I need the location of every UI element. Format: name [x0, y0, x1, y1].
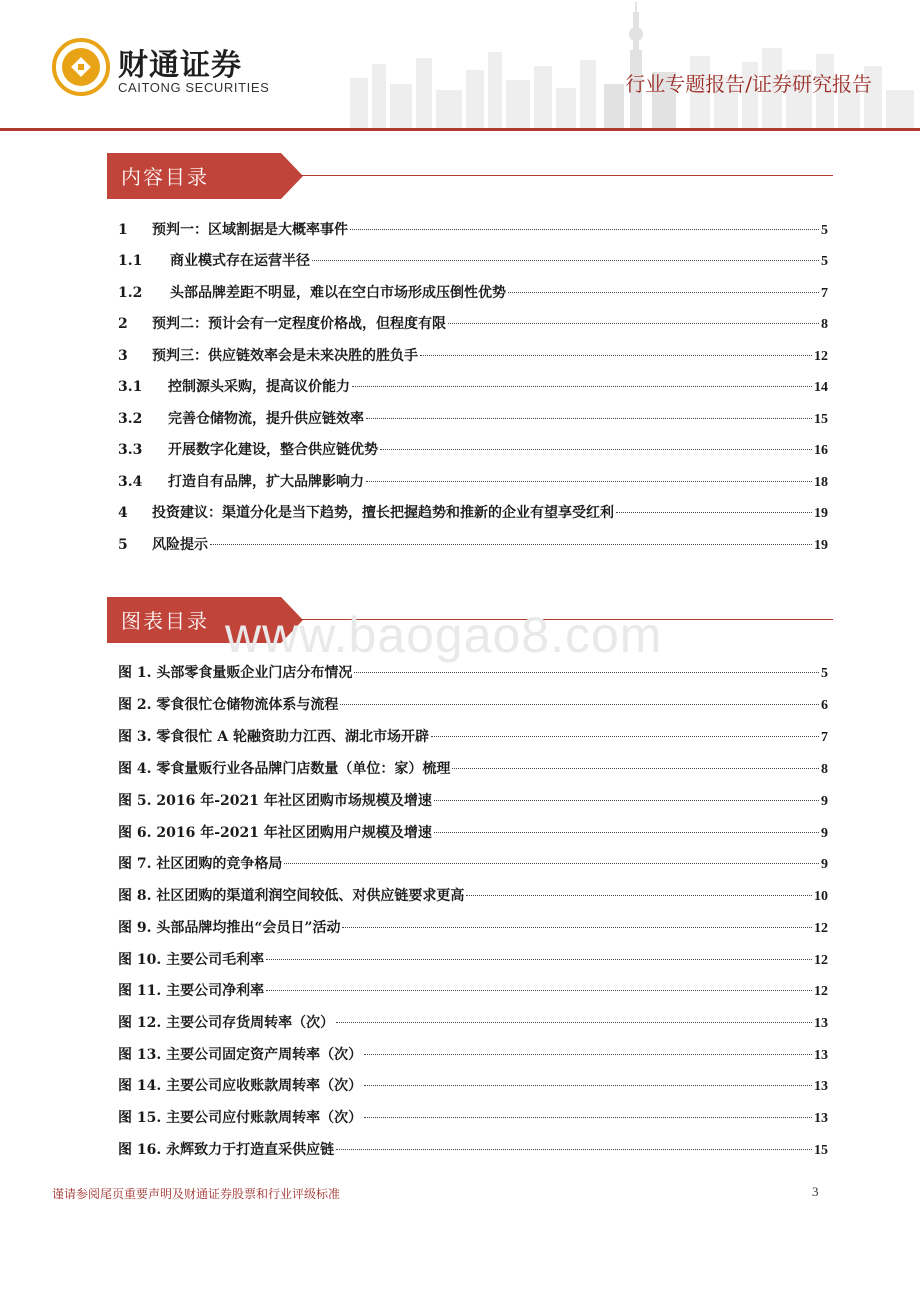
toc-entry[interactable] [118, 313, 828, 333]
toc-dot-leader [336, 1021, 812, 1023]
figure-entry[interactable] [118, 790, 828, 810]
toc-entry-number: 5 [118, 537, 128, 553]
toc-dot-leader [266, 958, 812, 960]
figure-entry-title: 图 11. 主要公司净利率 [118, 983, 265, 999]
toc-dot-leader [342, 926, 812, 928]
figure-entry[interactable] [118, 949, 828, 969]
toc-entry[interactable] [118, 534, 828, 554]
figure-entry-page: 6 [821, 698, 828, 713]
toc-dot-leader [452, 767, 819, 769]
toc-entry[interactable] [118, 408, 828, 428]
toc-entry[interactable] [118, 282, 828, 302]
toc-dot-leader [431, 735, 819, 737]
figure-entry-page: 10 [814, 889, 828, 904]
figure-entry-title: 图 4. 零食量贩行业各品牌门店数量（单位：家）梳理 [118, 761, 451, 777]
toc-entry-title: 打造自有品牌，扩大品牌影响力 [168, 474, 364, 490]
figure-entry[interactable] [118, 1107, 828, 1127]
figure-entry[interactable] [118, 853, 828, 873]
figure-entry-page: 5 [821, 666, 828, 681]
figure-entry-page: 13 [814, 1079, 828, 1094]
logo-english-name: CAITONG SECURITIES [118, 80, 270, 95]
figure-entry-title: 图 9. 头部品牌均推出“会员日”活动 [118, 920, 341, 936]
figure-entry[interactable] [118, 694, 828, 714]
contents-section-banner [107, 153, 833, 199]
figure-entry[interactable] [118, 885, 828, 905]
figure-entry[interactable] [118, 980, 828, 1000]
toc-entry-title: 风险提示 [152, 537, 208, 553]
toc-entry-title: 商业模式存在运营半径 [170, 253, 310, 269]
figure-entry[interactable] [118, 662, 828, 682]
toc-entry-number: 1 [118, 222, 128, 238]
toc-dot-leader [336, 1148, 812, 1150]
toc-dot-leader [420, 354, 812, 356]
toc-entry-title: 预判三：供应链效率会是未来决胜的胜负手 [152, 348, 418, 364]
toc-dot-leader [508, 291, 819, 293]
toc-entry-number: 3.1 [118, 379, 143, 395]
figure-entry-page: 9 [821, 794, 828, 809]
toc-entry-title: 头部品牌差距不明显，难以在空白市场形成压倒性优势 [170, 285, 506, 301]
figure-entry-title: 图 13. 主要公司固定资产周转率（次） [118, 1047, 363, 1063]
toc-entry-page: 15 [814, 412, 828, 427]
report-type-label: 行业专题报告/证券研究报告 [625, 72, 872, 96]
figure-entry[interactable] [118, 917, 828, 937]
toc-entry[interactable] [118, 439, 828, 459]
toc-entry-title: 控制源头采购，提高议价能力 [168, 379, 350, 395]
toc-entry-page: 7 [821, 286, 828, 301]
figure-entry-title: 图 1. 头部零食量贩企业门店分布情况 [118, 665, 353, 681]
logo-chinese-name: 财通证券 [118, 48, 242, 83]
page-number: 3 [812, 1184, 819, 1199]
figure-entry-title: 图 2. 零食很忙仓储物流体系与流程 [118, 697, 339, 713]
toc-entry-number: 3.2 [118, 411, 143, 427]
toc-dot-leader [352, 385, 812, 387]
toc-entry[interactable] [118, 502, 828, 522]
toc-entry-number: 3.4 [118, 474, 143, 490]
toc-entry-title: 预判二：预计会有一定程度价格战，但程度有限 [152, 316, 446, 332]
toc-entry-title: 开展数字化建设，整合供应链优势 [168, 442, 378, 458]
toc-dot-leader [350, 228, 819, 230]
toc-entry[interactable] [118, 250, 828, 270]
toc-entry-page: 19 [814, 538, 828, 553]
page-header [0, 0, 920, 140]
toc-entry-page: 14 [814, 380, 828, 395]
toc-dot-leader [266, 989, 812, 991]
figure-entry[interactable] [118, 1139, 828, 1159]
toc-dot-leader [366, 417, 812, 419]
figure-entry-title: 图 14. 主要公司应收账款周转率（次） [118, 1078, 363, 1094]
figures-title: 图表目录 [121, 609, 209, 633]
figure-entry-page: 13 [814, 1048, 828, 1063]
figure-entry-title: 图 3. 零食很忙 A 轮融资助力江西、湖北市场开辟 [118, 729, 429, 745]
toc-dot-leader [340, 703, 819, 705]
figure-entry-page: 9 [821, 857, 828, 872]
toc-entry-number: 1.2 [118, 285, 143, 301]
figure-entry[interactable] [118, 822, 828, 842]
toc-entry-title: 预判一：区域割据是大概率事件 [152, 222, 348, 238]
toc-entry[interactable] [118, 345, 828, 365]
toc-dot-leader [364, 1084, 812, 1086]
toc-entry[interactable] [118, 219, 828, 239]
toc-entry-number: 2 [118, 316, 128, 332]
figure-entry-title: 图 6. 2016 年-2021 年社区团购用户规模及增速 [118, 825, 432, 841]
toc-entry-number: 3 [118, 348, 128, 364]
toc-dot-leader [312, 259, 819, 261]
figure-entry-page: 12 [814, 921, 828, 936]
toc-dot-leader [366, 480, 812, 482]
figure-entry-title: 图 12. 主要公司存货周转率（次） [118, 1015, 335, 1031]
toc-entry-number: 4 [118, 505, 128, 521]
toc-entry[interactable] [118, 376, 828, 396]
figure-entry-title: 图 7. 社区团购的竞争格局 [118, 856, 283, 872]
figure-entry-title: 图 5. 2016 年-2021 年社区团购市场规模及增速 [118, 793, 432, 809]
figure-entry[interactable] [118, 1044, 828, 1064]
figure-entry[interactable] [118, 1075, 828, 1095]
toc-dot-leader [380, 448, 812, 450]
toc-entry-page: 5 [821, 223, 828, 238]
toc-entry-number: 3.3 [118, 442, 143, 458]
toc-dot-leader [434, 799, 819, 801]
toc-dot-leader [364, 1116, 812, 1118]
toc-dot-leader [434, 831, 819, 833]
toc-entry-page: 5 [821, 254, 828, 269]
figure-entry-page: 8 [821, 762, 828, 777]
figure-entry-page: 7 [821, 730, 828, 745]
figure-entry-title: 图 16. 永辉致力于打造直采供应链 [118, 1142, 335, 1158]
figure-entry-title: 图 15. 主要公司应付账款周转率（次） [118, 1110, 363, 1126]
figure-entry-page: 13 [814, 1111, 828, 1126]
toc-entry-page: 16 [814, 443, 828, 458]
toc-entry-page: 12 [814, 349, 828, 364]
figure-entry[interactable] [118, 726, 828, 746]
toc-dot-leader [466, 894, 812, 896]
toc-dot-leader [210, 543, 812, 545]
figure-entry-page: 12 [814, 953, 828, 968]
toc-dot-leader [354, 671, 819, 673]
contents-title: 内容目录 [121, 165, 209, 189]
figure-entry-page: 9 [821, 826, 828, 841]
header-divider [0, 128, 920, 131]
figure-entry-page: 12 [814, 984, 828, 999]
toc-entry-page: 8 [821, 317, 828, 332]
toc-entry-title: 完善仓储物流，提升供应链效率 [168, 411, 364, 427]
toc-entry-title: 投资建议：渠道分化是当下趋势，擅长把握趋势和推新的企业有望享受红利 [152, 505, 614, 521]
figure-entry-page: 15 [814, 1143, 828, 1158]
watermark-text: www.baogao8.com [225, 607, 663, 663]
toc-dot-leader [448, 322, 819, 324]
banner-rule [299, 175, 833, 176]
figure-entry-title: 图 8. 社区团购的渠道利润空间较低、对供应链要求更高 [118, 888, 465, 904]
toc-dot-leader [364, 1053, 812, 1055]
toc-dot-leader [284, 862, 819, 864]
figure-entry[interactable] [118, 758, 828, 778]
figure-entry-title: 图 10. 主要公司毛利率 [118, 952, 265, 968]
toc-dot-leader [616, 511, 812, 513]
toc-entry-number: 1.1 [118, 253, 143, 269]
figure-entry[interactable] [118, 1012, 828, 1032]
caitong-logo-icon [52, 38, 110, 96]
figure-entry-page: 13 [814, 1016, 828, 1031]
toc-entry-page: 18 [814, 475, 828, 490]
toc-entry[interactable] [118, 471, 828, 491]
disclaimer-note: 谨请参阅尾页重要声明及财通证券股票和行业评级标准 [52, 1187, 341, 1201]
toc-entry-page: 19 [814, 506, 828, 521]
